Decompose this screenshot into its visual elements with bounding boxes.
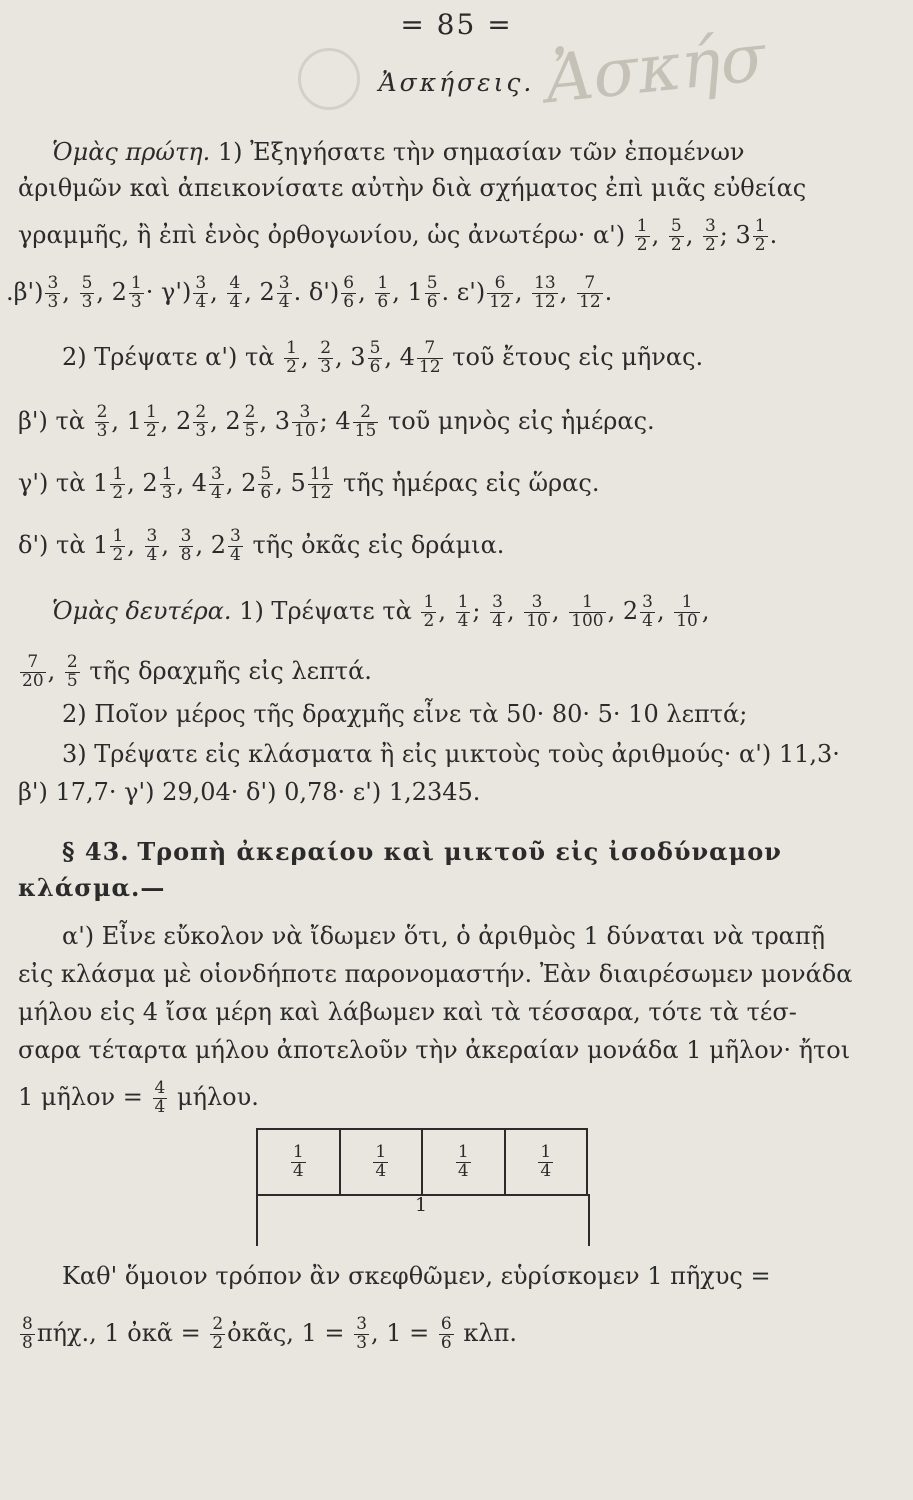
fraction: $\frac{1}{2}$ [112,464,124,503]
fraction: $\frac{3}{3}$ [356,1314,368,1353]
fraction: $\frac{1}{100}$ [571,592,604,631]
group2-title: Ὁμὰς δευτέρα. [52,596,232,625]
fraction: $\frac{3}{4}$ [642,592,653,631]
fraction: $\frac{3}{8}$ [180,526,192,565]
fraction: $\frac{1}{2}$ [636,216,648,255]
ex2-b-lead: β') τὰ [18,406,85,435]
fraction: $\frac{5}{6}$ [369,338,381,377]
last-a: πήχ., 1 ὀκᾶ = [36,1318,201,1347]
group1-ex2-d: δ') τὰ 1 $\frac{1}{2}$ , $\frac{3}{4}$ , $\frac{3}{8}$ , 2 $\frac{3}{4}$ τῆς ὀκᾶς εἰς δράμια. [18,526,505,565]
fraction: $\frac{1}{10}$ [676,592,698,631]
last-d: κλπ. [463,1318,518,1347]
fraction: $\frac{2}{15}$ [354,402,377,441]
section-equation [18,1080,259,1117]
handwritten-note: Ἀσκήσ [541,18,770,119]
group1-ex2-a: 2) Τρέψατε α') τὰ $\frac{1}{2}$ , $\frac{2}{3}$ , 3 $\frac{5}{6}$ , 4 $\frac{7}{12}$ τοῦ ἔτους εἰς μῆνας. [62,338,704,377]
quarter-cell: $\frac{1}{4}$ [256,1130,339,1194]
ex2-b-tail: τοῦ μηνὸς εἰς ἡμέρας. [387,406,655,435]
fraction: $\frac{1}{2}$ [112,526,124,565]
fraction: $\frac{5}{2}$ [670,216,682,255]
fraction: $\frac{1}{6}$ [377,273,389,312]
group1-ex1-text-a: 1) Ἐξηγήσατε τὴν σημασίαν τῶν ἑπομένων [217,138,745,166]
group1-line4: .β') $\frac{3}{3}$ , $\frac{5}{3}$ , 2 $\frac{1}{3}$ · γ') $\frac{3}{4}$ , $\frac{4}{4}$ , 2 $\frac{3}{4}$ . δ') $\frac{6}{6}$ , $\frac{1}{6}$ , 1 $\frac{5}{6}$ . ε') $\frac{6}{12}$ , $\frac{13}{12}$ , $\frac{7}{12}$ . [6,273,613,312]
fraction: $\frac{3}{4}$ [211,464,222,503]
fraction: $\frac{2}{3}$ [195,402,207,441]
fraction: $\frac{4}{4}$ [229,273,241,312]
group1-ex1-text-b: ἀριθμῶν καὶ ἀπεικονίσατε αὐτὴν διὰ σχήματος ἐπὶ μιᾶς εὐθείας [18,174,807,202]
fraction: $\frac{3}{4}$ [195,273,207,312]
group2-ex3-a: 3) Τρέψατε εἰς κλάσματα ἢ εἰς μικτοὺς τοὺς ἀριθμούς· α') 11,3· [62,740,840,768]
quarter-cell: $\frac{1}{4}$ [421,1130,504,1194]
group1-ex1-text-c: γραμμῆς, ἢ ἐπὶ ἑνὸς ὀρθογωνίου, ὡς ἀνωτέρω· α') [18,220,626,249]
fraction: $\frac{3}{10}$ [294,402,316,441]
fraction: $\frac{3}{4}$ [492,592,503,631]
fraction: $\frac{3}{4}$ [146,526,158,565]
section-title: Τροπὴ ἀκεραίου καὶ μικτοῦ εἰς ἰσοδύναμον [137,837,782,866]
fraction: $\frac{7}{20}$ [22,652,44,691]
last-b: ὀκᾶς, 1 = [227,1318,345,1347]
group2-ex1-lead: 1) Τρέψατε τὰ [239,596,412,625]
fraction: $\frac{2}{5}$ [66,652,78,691]
fraction: $\frac{2}{3}$ [96,402,108,441]
section-p3: μήλου εἰς 4 ἴσα μέρη καὶ λάβωμεν καὶ τὰ τέσσαρα, τότε τὰ τέσ- [18,998,797,1026]
whole-label: 1 [414,1194,428,1216]
fraction: $\frac{3}{4}$ [229,526,241,565]
group1-line1 [52,140,744,164]
ex2-lead: 2) Τρέψατε α') τὰ [62,342,275,371]
fraction: $\frac{4}{4}$ [154,1078,166,1117]
group2-ex1-tail: τῆς δραχμῆς εἰς λεπτά. [89,656,372,685]
group1-ex2-b: β') τὰ $\frac{2}{3}$ , 1 $\frac{1}{2}$ , 2 $\frac{2}{3}$ , 2 $\frac{2}{5}$ , 3 $\frac{3}{10}$ ; 4 $\frac{2}{15}$ τοῦ μηνὸς εἰς ἡμέρας. [18,402,655,441]
group1-line3: γραμμῆς, ἢ ἐπὶ ἑνὸς ὀρθογωνίου, ὡς ἀνωτέρω· α') $\frac{1}{2}$ , $\frac{5}{2}$ , $\frac{3}{2}$ ; 3 $\frac{1}{2}$ . [18,216,778,255]
group1-ex2-c: γ') τὰ 1 $\frac{1}{2}$ , 2 $\frac{1}{3}$ , 4 $\frac{3}{4}$ , 2 $\frac{5}{6}$ , 5 $\frac{11}{12}$ τῆς ἡμέρας εἰς ὥρας. [18,464,600,503]
section-p1: α') Εἶνε εὔκολον νὰ ἴδωμεν ὅτι, ὁ ἀριθμὸς 1 δύναται νὰ τραπῇ [62,922,826,950]
fraction: $\frac{5}{3}$ [81,273,93,312]
ex2-d-tail: τῆς ὀκᾶς εἰς δράμια. [252,530,505,559]
fraction: $\frac{6}{6}$ [440,1314,452,1353]
fraction: $\frac{1}{2}$ [754,216,766,255]
ex2-c-lead: γ') τὰ [18,468,86,497]
fraction: $\frac{6}{12}$ [489,273,511,312]
group2-ex1-cont: $\frac{7}{20}$ , $\frac{2}{5}$ τῆς δραχμῆς εἰς λεπτά. [22,652,372,691]
group1-title: Ὁμὰς πρώτη. [52,138,211,166]
section-p4: σαρα τέταρτα μήλου ἀποτελοῦν τὴν ἀκεραίαν μονάδα 1 μῆλον· ἤτοι [18,1036,851,1064]
fraction: $\frac{1}{3}$ [161,464,173,503]
fraction: $\frac{11}{12}$ [309,464,332,503]
section-last-line [18,1316,517,1353]
fraction: $\frac{7}{12}$ [579,273,601,312]
fraction: $\frac{1}{4}$ [457,592,469,631]
fraction: $\frac{1}{2}$ [286,338,297,377]
fraction: $\frac{1}{2}$ [145,402,157,441]
equation-lead: 1 μῆλον = [18,1082,143,1111]
fraction: $\frac{13}{12}$ [534,273,556,312]
section-p5: Καθ' ὅμοιον τρόπον ἂν σκεφθῶμεν, εὑρίσκομεν 1 πῆχυς = [62,1262,771,1290]
ex2-a-tail: τοῦ ἔτους εἰς μῆνας. [452,342,704,371]
last-c: , 1 = [371,1318,430,1347]
group2-ex2: 2) Ποῖον μέρος τῆς δραχμῆς εἶνε τὰ 50· 80· 5· 10 λεπτά; [62,700,748,728]
fraction: $\frac{3}{10}$ [526,592,548,631]
quarters-diagram [256,1128,586,1248]
section-p2: εἰς κλάσμα μὲ οἱονδήποτε παρονομαστήν. Ἐὰν διαιρέσωμεν μονάδα [18,960,853,988]
fraction: $\frac{7}{12}$ [418,338,441,377]
fraction: $\frac{8}{8}$ [22,1314,33,1353]
section-heading [62,837,782,866]
ex2-d-lead: δ') τὰ [18,530,86,559]
section-number: § 43. [62,837,130,866]
equation-tail: μήλου. [176,1082,259,1111]
fraction: $\frac{3}{2}$ [704,216,716,255]
fraction: $\frac{3}{3}$ [47,273,59,312]
fraction: $\frac{2}{3}$ [320,338,332,377]
fraction: $\frac{6}{6}$ [343,273,355,312]
fraction: $\frac{2}{5}$ [244,402,256,441]
quarter-cell: $\frac{1}{4}$ [504,1130,587,1194]
page-number: = 85 = [400,8,513,41]
fraction: $\frac{3}{4}$ [278,273,290,312]
quarters-row [256,1128,588,1196]
fraction: $\frac{2}{2}$ [212,1314,224,1353]
group2-ex3-b: β') 17,7· γ') 29,04· δ') 0,78· ε') 1,2345. [18,778,481,806]
exercises-heading: Ἀσκήσεις. [378,68,535,97]
fraction: $\frac{5}{6}$ [260,464,272,503]
group2-ex1: Ὁμὰς δευτέρα. 1) Τρέψατε τὰ $\frac{1}{2}$ , $\frac{1}{4}$ ; $\frac{3}{4}$ , $\frac{3}{10}$ , $\frac{1}{100}$ , 2 $\frac{3}{4}$ , $\frac{1}{10}$ , [52,592,710,631]
whole-number: 3 [735,220,751,249]
fraction: $\frac{5}{6}$ [426,273,438,312]
quarter-cell: $\frac{1}{4}$ [339,1130,422,1194]
ex2-c-tail: τῆς ἡμέρας εἰς ὥρας. [343,468,600,497]
fraction: $\frac{1}{3}$ [130,273,142,312]
fraction: $\frac{1}{2}$ [423,592,435,631]
section-title-cont: κλάσμα.— [18,873,166,902]
